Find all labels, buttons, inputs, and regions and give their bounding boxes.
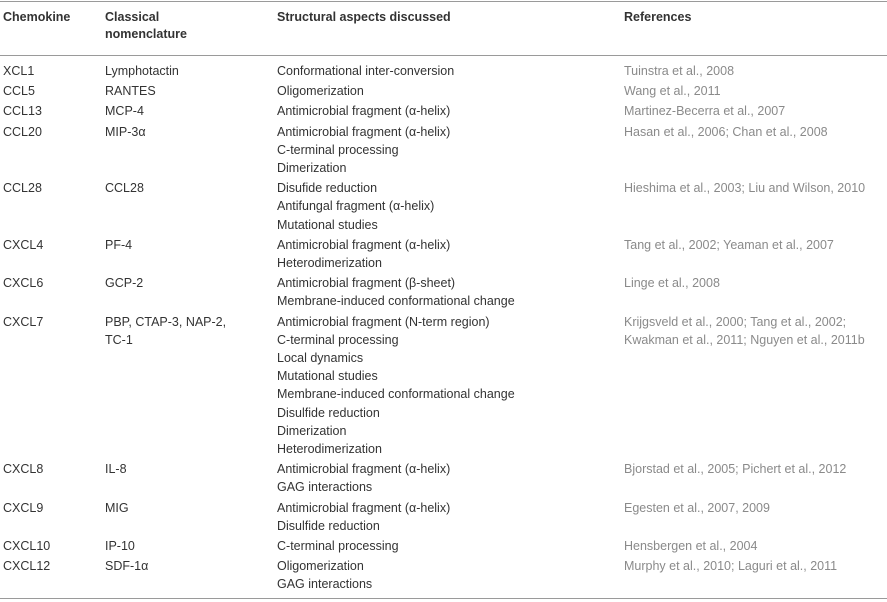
references-cell: [624, 82, 721, 100]
nomenclature-cell: [105, 62, 179, 80]
nomenclature-cell-line: IP-10: [105, 539, 135, 553]
table-bottom-rule: [0, 598, 887, 599]
nomenclature-cell-line: CCL28: [105, 181, 144, 196]
chemokine-cell-line: CCL28: [3, 181, 42, 196]
nomenclature-cell-line: TC-1: [105, 332, 133, 347]
nomenclature-cell-line: PBP, CTAP-3, NAP-2,: [105, 314, 227, 329]
nomenclature-cell-line: RANTES: [105, 84, 156, 99]
aspects-cell-line: Conformational inter-conversion: [277, 64, 455, 78]
chemokine-cell-line: CXCL4: [3, 237, 44, 252]
references-cell-line: Wang et al., 2011: [624, 84, 721, 99]
aspects-cell-line: Disulfide reduction: [277, 405, 380, 420]
chemokine-cell-line: CXCL12: [3, 559, 51, 574]
chemokine-cell: [3, 274, 43, 292]
references-cell: [624, 557, 837, 575]
references-cell-line: Hasan et al., 2006; Chan et al., 2008: [624, 124, 828, 139]
nomenclature-cell: [105, 557, 148, 575]
references-cell: [624, 179, 865, 197]
nomenclature-cell-line: PF-4: [105, 237, 133, 252]
aspects-cell-line: Membrane-induced conformational change: [277, 294, 515, 309]
references-cell: [624, 499, 770, 517]
aspects-cell-line: C-terminal processing: [277, 539, 399, 553]
aspects-cell-line: Local dynamics: [277, 351, 364, 365]
references-cell: [624, 274, 720, 292]
aspects-cell-line: Antimicrobial fragment (α-helix): [277, 500, 451, 515]
aspects-cell: [277, 557, 372, 593]
references-cell: [624, 460, 846, 478]
nomenclature-cell-line: MIG: [105, 500, 129, 515]
header-structural-aspects: Structural aspects discussed: [277, 10, 451, 24]
aspects-cell: [277, 236, 450, 272]
nomenclature-cell: [105, 179, 144, 197]
chemokine-cell-line: CXCL6: [3, 276, 44, 291]
aspects-cell: [277, 274, 515, 310]
chemokine-cell-line: CCL13: [3, 104, 42, 119]
chemokine-cell-line: XCL1: [3, 64, 35, 78]
aspects-cell: [277, 82, 364, 100]
aspects-cell-line: Disufide reduction: [277, 181, 378, 196]
nomenclature-cell: [105, 537, 135, 555]
aspects-cell: [277, 499, 450, 535]
chemokine-cell: [3, 102, 42, 120]
header-references: References: [624, 10, 692, 24]
aspects-cell: [277, 460, 450, 496]
aspects-cell: [277, 62, 454, 80]
chemokine-cell: [3, 537, 50, 555]
nomenclature-cell: [105, 460, 127, 478]
nomenclature-cell: [105, 102, 144, 120]
aspects-cell-line: Mutational studies: [277, 369, 378, 384]
table-top-rule: [0, 1, 887, 2]
aspects-cell-line: C-terminal processing: [277, 332, 399, 347]
references-cell-line: Hieshima et al., 2003; Liu and Wilson, 2010: [624, 181, 866, 196]
references-cell-line: Tang et al., 2002; Yeaman et al., 2007: [624, 237, 834, 252]
chemokine-cell: [3, 62, 34, 80]
nomenclature-cell: [105, 274, 143, 292]
nomenclature-cell-line: MIP-3α: [105, 124, 146, 139]
references-cell-line: Martinez-Becerra et al., 2007: [624, 104, 786, 119]
aspects-cell-line: Mutational studies: [277, 217, 378, 232]
chemokine-cell: [3, 236, 43, 254]
nomenclature-cell: [105, 313, 226, 349]
references-cell-line: Linge et al., 2008: [624, 276, 720, 291]
aspects-cell: [277, 537, 399, 555]
nomenclature-cell: [105, 236, 132, 254]
chemokine-cell-line: CCL5: [3, 84, 35, 99]
header-nomenclature-line: nomenclature: [105, 27, 187, 41]
header-divider-rule: [0, 55, 887, 56]
nomenclature-cell: [105, 499, 129, 517]
nomenclature-cell-line: IL-8: [105, 462, 127, 477]
references-cell: [624, 102, 785, 120]
header-nomenclature: [105, 9, 187, 43]
aspects-cell-line: Antimicrobial fragment (N-term region): [277, 314, 490, 329]
header-nomenclature-line: Classical: [105, 10, 160, 24]
aspects-cell: [277, 123, 450, 178]
references-cell-line: Krijgsveld et al., 2000; Tang et al., 2002;: [624, 314, 847, 329]
aspects-cell-line: Antimicrobial fragment (α-helix): [277, 124, 451, 139]
chemokine-cell-line: CXCL9: [3, 500, 44, 515]
aspects-cell-line: Dimerization: [277, 161, 347, 175]
chemokine-cell: [3, 82, 35, 100]
references-cell: [624, 236, 834, 254]
aspects-cell: [277, 179, 434, 234]
nomenclature-cell: [105, 82, 156, 100]
header-chemokine: Chemokine: [3, 10, 71, 24]
aspects-cell-line: Oligomerization: [277, 84, 364, 99]
nomenclature-cell-line: MCP-4: [105, 104, 144, 119]
aspects-cell-line: Heterodimerization: [277, 256, 382, 270]
aspects-cell: [277, 313, 515, 459]
nomenclature-cell-line: GCP-2: [105, 276, 144, 291]
chemokine-cell: [3, 313, 43, 331]
nomenclature-cell-line: Lymphotactin: [105, 64, 179, 78]
chemokine-cell: [3, 179, 42, 197]
references-cell-line: Murphy et al., 2010; Laguri et al., 2011: [624, 559, 838, 574]
chemokine-cell: [3, 460, 43, 478]
chemokine-cell-line: CXCL8: [3, 462, 44, 477]
aspects-cell: [277, 102, 450, 120]
nomenclature-cell: [105, 123, 146, 141]
aspects-cell-line: Antimicrobial fragment (α-helix): [277, 237, 451, 252]
aspects-cell-line: Antifungal fragment (α-helix): [277, 199, 435, 214]
aspects-cell-line: Antimicrobial fragment (α-helix): [277, 104, 451, 119]
references-cell: [624, 123, 828, 141]
aspects-cell-line: Heterodimerization: [277, 442, 382, 457]
chemokine-cell: [3, 123, 42, 141]
references-cell-line: Tuinstra et al., 2008: [624, 64, 735, 78]
references-cell-line: Hensbergen et al., 2004: [624, 539, 758, 553]
aspects-cell-line: Disulfide reduction: [277, 518, 380, 533]
aspects-cell-line: Antimicrobial fragment (α-helix): [277, 462, 451, 477]
chemokine-cell-line: CXCL7: [3, 314, 44, 329]
aspects-cell-line: Oligomerization: [277, 559, 364, 574]
references-cell: [624, 62, 734, 80]
aspects-cell-line: GAG interactions: [277, 480, 373, 495]
aspects-cell-line: Membrane-induced conformational change: [277, 387, 515, 402]
chemokine-cell: [3, 499, 43, 517]
aspects-cell-line: Antimicrobial fragment (β-sheet): [277, 276, 456, 291]
chemokine-cell-line: CCL20: [3, 124, 42, 139]
nomenclature-cell-line: SDF-1α: [105, 559, 149, 574]
aspects-cell-line: Dimerization: [277, 423, 347, 438]
references-cell: [624, 313, 865, 349]
aspects-cell-line: GAG interactions: [277, 577, 373, 592]
references-cell-line: Kwakman et al., 2011; Nguyen et al., 2011b: [624, 332, 865, 347]
aspects-cell-line: C-terminal processing: [277, 142, 399, 157]
chemokine-cell-line: CXCL10: [3, 539, 51, 553]
references-cell: [624, 537, 757, 555]
references-cell-line: Bjorstad et al., 2005; Pichert et al., 2012: [624, 462, 847, 477]
chemokine-cell: [3, 557, 50, 575]
references-cell-line: Egesten et al., 2007, 2009: [624, 500, 770, 515]
